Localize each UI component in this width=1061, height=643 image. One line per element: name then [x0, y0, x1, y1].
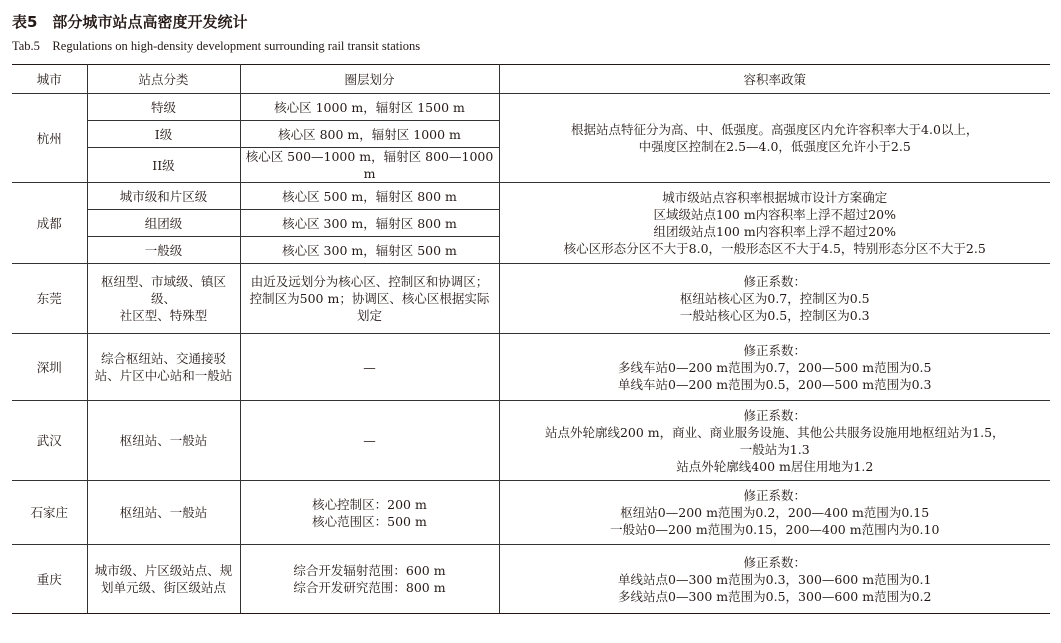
station-cell: 城市级、片区级站点、规 划单元级、街区级站点 — [87, 545, 240, 614]
city-chengdu: 成都 — [12, 183, 87, 264]
table-row — [12, 264, 1050, 334]
policy-hangzhou: 根据站点特征分为高、中、低强度。高强度区内允许容积率大于4.0以上， 中强度区控制在2.5—4.0，低强度区允许小于2.5 — [499, 94, 1050, 183]
ring-cell: 核心区 300 m，辐射区 500 m — [240, 237, 499, 264]
station-cell: I级 — [87, 121, 240, 148]
policy-shenzhen: 修正系数： 多线车站0—200 m范围为0.7，200—500 m范围为0.5 单线车站0—200 m范围为0.5，200—500 m范围为0.3 — [499, 334, 1050, 401]
ring-cell: 核心区 500—1000 m，辐射区 800—1000 m — [240, 148, 499, 183]
city-chongqing: 重庆 — [12, 545, 87, 614]
table-caption-en: Tab.5 Regulations on high-density development surrounding rail transit stations — [12, 39, 421, 53]
header-ring: 圈层划分 — [240, 65, 499, 94]
ring-cell: 核心区 500 m，辐射区 800 m — [240, 183, 499, 210]
station-cell: II级 — [87, 148, 240, 183]
ring-cell: — — [240, 334, 499, 401]
table-row — [12, 545, 1050, 614]
station-cell: 一般级 — [87, 237, 240, 264]
ring-cell: 核心控制区：200 m 核心范围区：500 m — [240, 481, 499, 545]
city-dongguan: 东莞 — [12, 264, 87, 334]
table-row — [12, 481, 1050, 545]
ring-cell: 核心区 800 m，辐射区 1000 m — [240, 121, 499, 148]
station-cell: 枢纽型、市域级、镇区级、 社区型、特殊型 — [87, 264, 240, 334]
policy-chongqing: 修正系数： 单线站点0—300 m范围为0.3，300—600 m范围为0.1 多线站点0—300 m范围为0.5，300—600 m范围为0.2 — [499, 545, 1050, 614]
ring-cell: 综合开发辐射范围：600 m 综合开发研究范围：800 m — [240, 545, 499, 614]
table-row — [12, 334, 1050, 401]
header-row — [12, 65, 1050, 94]
station-cell: 综合枢纽站、交通接驳 站、片区中心站和一般站 — [87, 334, 240, 401]
table-caption-zh: 表5 部分城市站点高密度开发统计 — [12, 13, 248, 31]
ring-cell: 由近及远划分为核心区、控制区和协调区； 控制区为500 m；协调区、核心区根据实际 划定 — [240, 264, 499, 334]
station-cell: 枢纽站、一般站 — [87, 401, 240, 481]
city-shenzhen: 深圳 — [12, 334, 87, 401]
station-cell: 组团级 — [87, 210, 240, 237]
header-policy: 容积率政策 — [499, 65, 1050, 94]
table-row — [12, 183, 1050, 210]
city-wuhan: 武汉 — [12, 401, 87, 481]
density-table — [12, 64, 1050, 614]
header-city: 城市 — [12, 65, 87, 94]
table-row — [12, 401, 1050, 481]
city-shijiazhuang: 石家庄 — [12, 481, 87, 545]
ring-cell: 核心区 1000 m，辐射区 1500 m — [240, 94, 499, 121]
station-cell: 城市级和片区级 — [87, 183, 240, 210]
policy-wuhan: 修正系数： 站点外轮廓线200 m，商业、商业服务设施、其他公共服务设施用地枢纽站为1.5， 一般站为1.3 站点外轮廓线400 m居住用地为1.2 — [499, 401, 1050, 481]
policy-shijiazhuang: 修正系数： 枢纽站0—200 m范围为0.2，200—400 m范围为0.15 一般站0—200 m范围为0.15，200—400 m范围内为0.10 — [499, 481, 1050, 545]
policy-chengdu: 城市级站点容积率根据城市设计方案确定 区域级站点100 m内容积率上浮不超过20% 组团级站点100 m内容积率上浮不超过20% 核心区形态分区不大于8.0，一般形态区不大于4.5，特别形态分区不大于2.5 — [499, 183, 1050, 264]
table-row — [12, 94, 1050, 121]
city-hangzhou: 杭州 — [12, 94, 87, 183]
ring-cell: — — [240, 401, 499, 481]
station-cell: 枢纽站、一般站 — [87, 481, 240, 545]
station-cell: 特级 — [87, 94, 240, 121]
policy-dongguan: 修正系数： 枢纽站核心区为0.7，控制区为0.5 一般站核心区为0.5，控制区为0.3 — [499, 264, 1050, 334]
ring-cell: 核心区 300 m，辐射区 800 m — [240, 210, 499, 237]
header-station: 站点分类 — [87, 65, 240, 94]
